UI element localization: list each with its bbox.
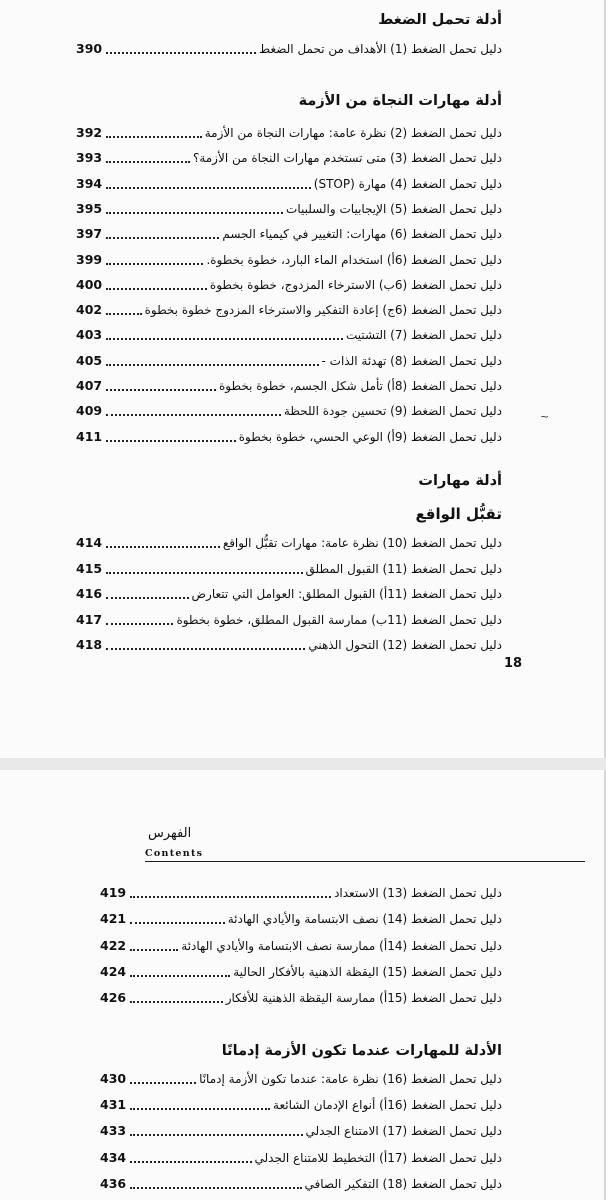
toc-entry-page: 395 <box>76 200 103 216</box>
dot-leader <box>130 1082 196 1084</box>
toc-entry-title: دليل تحمل الضغط (15أ) ممارسة اليقظة الذهنية للأفكار <box>225 991 502 1006</box>
toc-entry-title: دليل تحمل الضغط (8) تهدئة الذات - <box>321 353 502 368</box>
toc-entry-title: دليل تحمل الضغط (9أ) الوعي الحسي، خطوة بخطوة <box>238 429 502 444</box>
dot-leader <box>106 161 190 163</box>
section-title: أدلة مهارات النجاة من الأزمة <box>298 93 502 109</box>
toc-entry <box>76 352 502 370</box>
dot-leader <box>106 414 281 416</box>
toc-entry-page: 397 <box>76 226 103 242</box>
dot-leader <box>130 949 178 951</box>
dot-leader <box>106 136 202 138</box>
toc-entry <box>76 251 502 269</box>
toc-entry-page: 407 <box>76 378 103 393</box>
toc-entry <box>76 301 502 319</box>
toc-entry-page: 414 <box>76 535 103 550</box>
toc-entry-title: دليل تحمل الضغط (6) مهارات: التغيير في كيمياء الجسم <box>222 227 502 242</box>
page-number: 18 <box>504 656 523 671</box>
toc-entry <box>76 40 502 58</box>
toc-entry-page: 424 <box>100 963 127 979</box>
toc-entry <box>76 377 502 395</box>
toc-entry-title: دليل تحمل الضغط (16) نظرة عامة: عندما تكون الأزمة إدمانًا <box>199 1072 502 1086</box>
toc-entry <box>76 636 502 654</box>
toc-entry-page: 433 <box>100 1123 127 1139</box>
toc-entry-page: 411 <box>76 428 103 444</box>
toc-entry <box>76 149 502 167</box>
dot-leader <box>106 364 318 366</box>
toc-entry-page: 405 <box>76 352 103 368</box>
toc-entry-title: دليل تحمل الضغط (10) نظرة عامة: مهارات تقبُّل الواقع <box>222 536 502 550</box>
toc-entry <box>76 326 502 344</box>
header-title-arabic: الفهرس <box>148 826 192 841</box>
dot-leader <box>130 1108 270 1110</box>
toc-entry-page: 390 <box>76 41 103 56</box>
dot-leader <box>106 313 142 315</box>
toc-entry-title: دليل تحمل الضغط (11) القبول المطلق <box>305 561 502 576</box>
page-gap <box>0 758 606 770</box>
toc-entry-title: دليل تحمل الضغط (1) الأهداف من تحمل الضغط <box>259 42 502 56</box>
dot-leader <box>130 1187 301 1189</box>
toc-entry-title: دليل تحمل الضغط (15) اليقظة الذهنية بالأفكار الحالية <box>233 964 502 979</box>
toc-entry-page: 394 <box>76 175 103 191</box>
dot-leader <box>106 648 305 650</box>
toc-entry <box>76 611 502 629</box>
dot-leader <box>106 237 219 239</box>
toc-entry-page: 417 <box>76 611 103 627</box>
toc-entry-title: دليل تحمل الضغط (16أ) أنواع الإدمان الشائعة <box>273 1098 502 1113</box>
toc-entry <box>76 276 502 294</box>
toc-entry-page: 422 <box>100 937 127 953</box>
dot-leader <box>106 389 216 391</box>
toc-entry-title: دليل تحمل الضغط (8أ) تأمل شكل الجسم، خطوة بخطوة <box>218 379 502 393</box>
toc-entry <box>100 989 502 1007</box>
toc-entry-page: 436 <box>100 1175 127 1191</box>
section-subtitle: تقبُّل الواقع <box>415 505 502 523</box>
section-title: أدلة تحمل الضغط <box>378 12 502 28</box>
toc-entry-page: 416 <box>76 586 103 601</box>
toc-entry-title: دليل تحمل الضغط (17أ) التخطيط للامتناع الجدلي <box>254 1150 502 1165</box>
header-rule <box>145 861 585 862</box>
dot-leader <box>106 597 188 599</box>
toc-entry-page: 400 <box>76 276 103 292</box>
toc-entry <box>100 937 502 955</box>
toc-entry <box>100 963 502 981</box>
dot-leader <box>106 212 283 214</box>
toc-entry <box>100 1149 502 1167</box>
toc-entry-title: دليل تحمل الضغط (9) تحسين جودة اللحظة <box>283 404 502 419</box>
toc-entry-page: 399 <box>76 251 103 267</box>
toc-entry <box>100 910 502 928</box>
margin-mark: ~ <box>540 410 550 423</box>
toc-entry <box>100 884 502 902</box>
toc-entry <box>76 585 502 603</box>
toc-entry-page: 426 <box>100 990 127 1006</box>
toc-entry-page: 430 <box>100 1071 127 1086</box>
dot-leader <box>106 52 256 54</box>
toc-entry-title: دليل تحمل الضغط (6ج) إعادة التفكير والاسترخاء المزدوج خطوة بخطوة <box>144 303 502 318</box>
toc-entry-page: 393 <box>76 150 103 166</box>
toc-entry-title: دليل تحمل الضغط (6أ) استخدام الماء البارد، خطوة بخطوة. <box>206 252 502 267</box>
dot-leader <box>130 1161 251 1163</box>
toc-entry <box>76 402 502 420</box>
toc-entry <box>76 225 502 243</box>
dot-leader <box>106 623 173 625</box>
dot-leader <box>130 922 225 924</box>
toc-entry-title: دليل تحمل الضغط (17) الامتناع الجدلي <box>305 1124 502 1139</box>
toc-entry-title: دليل تحمل الضغط (2) نظرة عامة: مهارات النجاة من الأزمة <box>204 126 502 140</box>
toc-entry-title: دليل تحمل الضغط (12) التحول الذهني <box>308 638 502 652</box>
dot-leader <box>130 896 331 898</box>
dot-leader <box>106 546 220 548</box>
header-title-english: Contents <box>145 848 204 859</box>
toc-entry <box>76 534 502 552</box>
toc-entry <box>76 124 502 142</box>
dot-leader <box>130 975 230 977</box>
toc-entry <box>76 428 502 446</box>
dot-leader <box>106 288 207 290</box>
toc-entry-title: دليل تحمل الضغط (7) التشتيت <box>345 328 502 343</box>
toc-entry-page: 431 <box>100 1097 127 1113</box>
toc-entry-page: 419 <box>100 885 127 900</box>
toc-entry-title: دليل تحمل الضغط (13) الاستعداد <box>334 886 502 900</box>
toc-entry-title: دليل تحمل الضغط (6ب) الاسترخاء المزدوج، خطوة بخطوة <box>209 277 502 292</box>
toc-entry-title: دليل تحمل الضغط (18) التفكير الصافي <box>304 1176 502 1191</box>
section-title: الأدلة للمهارات عندما تكون الأزمة إدمانًا <box>221 1043 502 1059</box>
toc-entry-page: 415 <box>76 560 103 576</box>
toc-entry <box>100 1070 502 1088</box>
toc-entry-page: 409 <box>76 403 103 419</box>
dot-leader <box>106 572 302 574</box>
toc-entry-title: دليل تحمل الضغط (5) الإيجابيات والسلبيات <box>286 201 502 216</box>
toc-entry-title: دليل تحمل الضغط (4) مهارة (STOP) <box>313 176 502 191</box>
toc-entry-page: 403 <box>76 327 103 343</box>
toc-entry <box>100 1096 502 1114</box>
toc-entry-title: دليل تحمل الضغط (14) نصف الابتسامة والأيادي الهادئة <box>227 912 502 927</box>
dot-leader <box>130 1134 302 1136</box>
dot-leader <box>106 440 236 442</box>
dot-leader <box>106 187 311 189</box>
toc-entry <box>76 560 502 578</box>
toc-entry-page: 421 <box>100 911 127 927</box>
toc-entry-page: 392 <box>76 125 103 140</box>
toc-entry <box>76 200 502 218</box>
toc-entry-title: دليل تحمل الضغط (3) متى تستخدم مهارات النجاة من الأزمة؟ <box>192 151 502 166</box>
toc-entry-page: 434 <box>100 1149 127 1165</box>
toc-entry <box>100 1122 502 1140</box>
toc-entry-page: 402 <box>76 302 103 318</box>
toc-entry-page: 418 <box>76 637 103 652</box>
toc-entry-title: دليل تحمل الضغط (11أ) القبول المطلق: العوامل التي تتعارض <box>191 587 502 601</box>
toc-entry-title: دليل تحمل الضغط (11ب) ممارسة القبول المطلق، خطوة بخطوة <box>176 612 502 627</box>
section-title: أدلة مهارات <box>418 473 502 489</box>
dot-leader <box>106 263 203 265</box>
toc-entry <box>100 1175 502 1193</box>
dot-leader <box>106 338 343 340</box>
toc-entry-title: دليل تحمل الضغط (14أ) ممارسة نصف الابتسامة والأيادي الهادئة <box>181 938 502 953</box>
toc-entry <box>76 175 502 193</box>
dot-leader <box>130 1001 223 1003</box>
